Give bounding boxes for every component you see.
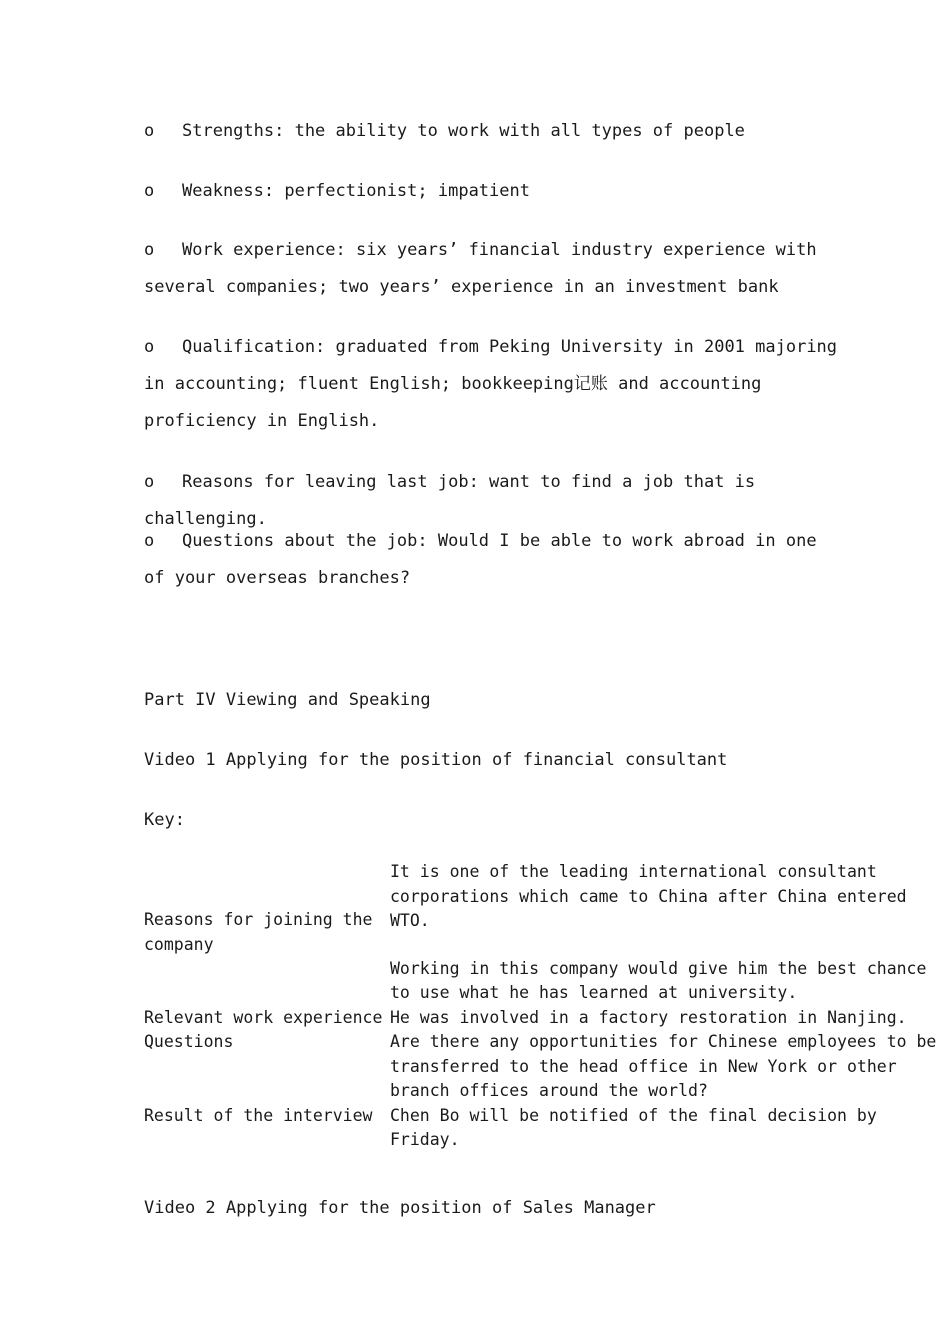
key-table (144, 860, 950, 1153)
table-row (144, 860, 950, 1006)
video2-title: Video 2 Applying for the position of Sales Manager (144, 1198, 656, 1218)
row-value: It is one of the leading international consultant corporations which came to China after China entered WTO. (390, 862, 907, 930)
bullet-mark: o (144, 472, 155, 492)
bullet-mark: o (144, 121, 155, 141)
row-label: Questions (144, 1032, 234, 1051)
bullet-text: Work experience: six years’ financial industry experience with several companies; two years’ experience in an investment bank (144, 240, 817, 297)
bullet-text: Reasons for leaving last job: want to find a job that is challenging. (144, 472, 756, 529)
row-label: Reasons for joining the company (144, 910, 373, 954)
bullet-weakness (144, 173, 844, 210)
bullet-qualification (144, 329, 844, 440)
part-title: Part IV Viewing and Speaking (144, 690, 431, 710)
row-value: Are there any opportunities for Chinese employees to be transferred to the head office in New York or other branch offices around the world? (390, 1032, 937, 1100)
bullet-mark: o (144, 240, 155, 260)
row-value: Chen Bo will be notified of the final decision by Friday. (390, 1105, 877, 1149)
value-gap (390, 934, 950, 957)
bullet-text: Strengths: the ability to work with all types of people (182, 121, 745, 141)
table-row (144, 1030, 950, 1104)
row-value: Working in this company would give him the best chance to use what he has learned at university. (390, 958, 927, 1002)
bullet-text: Qualification: graduated from Peking University in 2001 majoring in accounting; fluent English; bookkeeping记账 and accounting proficiency in English. (144, 337, 838, 431)
row-values (390, 860, 950, 1006)
key-label: Key: (144, 810, 185, 830)
bullet-text: Weakness: perfectionist; impatient (182, 181, 530, 201)
row-label: Relevant work experience (144, 1007, 383, 1027)
bullet-mark: o (144, 337, 155, 357)
bullet-mark: o (144, 531, 155, 551)
bullet-mark: o (144, 181, 155, 201)
row-value: He was involved in a factory restoration in Nanjing. (390, 1007, 907, 1027)
table-row (144, 1006, 950, 1031)
video1-title: Video 1 Applying for the position of financial consultant (144, 750, 728, 770)
bullet-text: Questions about the job: Would I be able to work abroad in one of your overseas branches? (144, 531, 817, 588)
row-label: Result of the interview (144, 1105, 373, 1125)
table-row (144, 1104, 950, 1153)
bullet-strengths (144, 113, 844, 150)
bullet-work-experience (144, 232, 844, 306)
bullet-questions (144, 523, 844, 597)
